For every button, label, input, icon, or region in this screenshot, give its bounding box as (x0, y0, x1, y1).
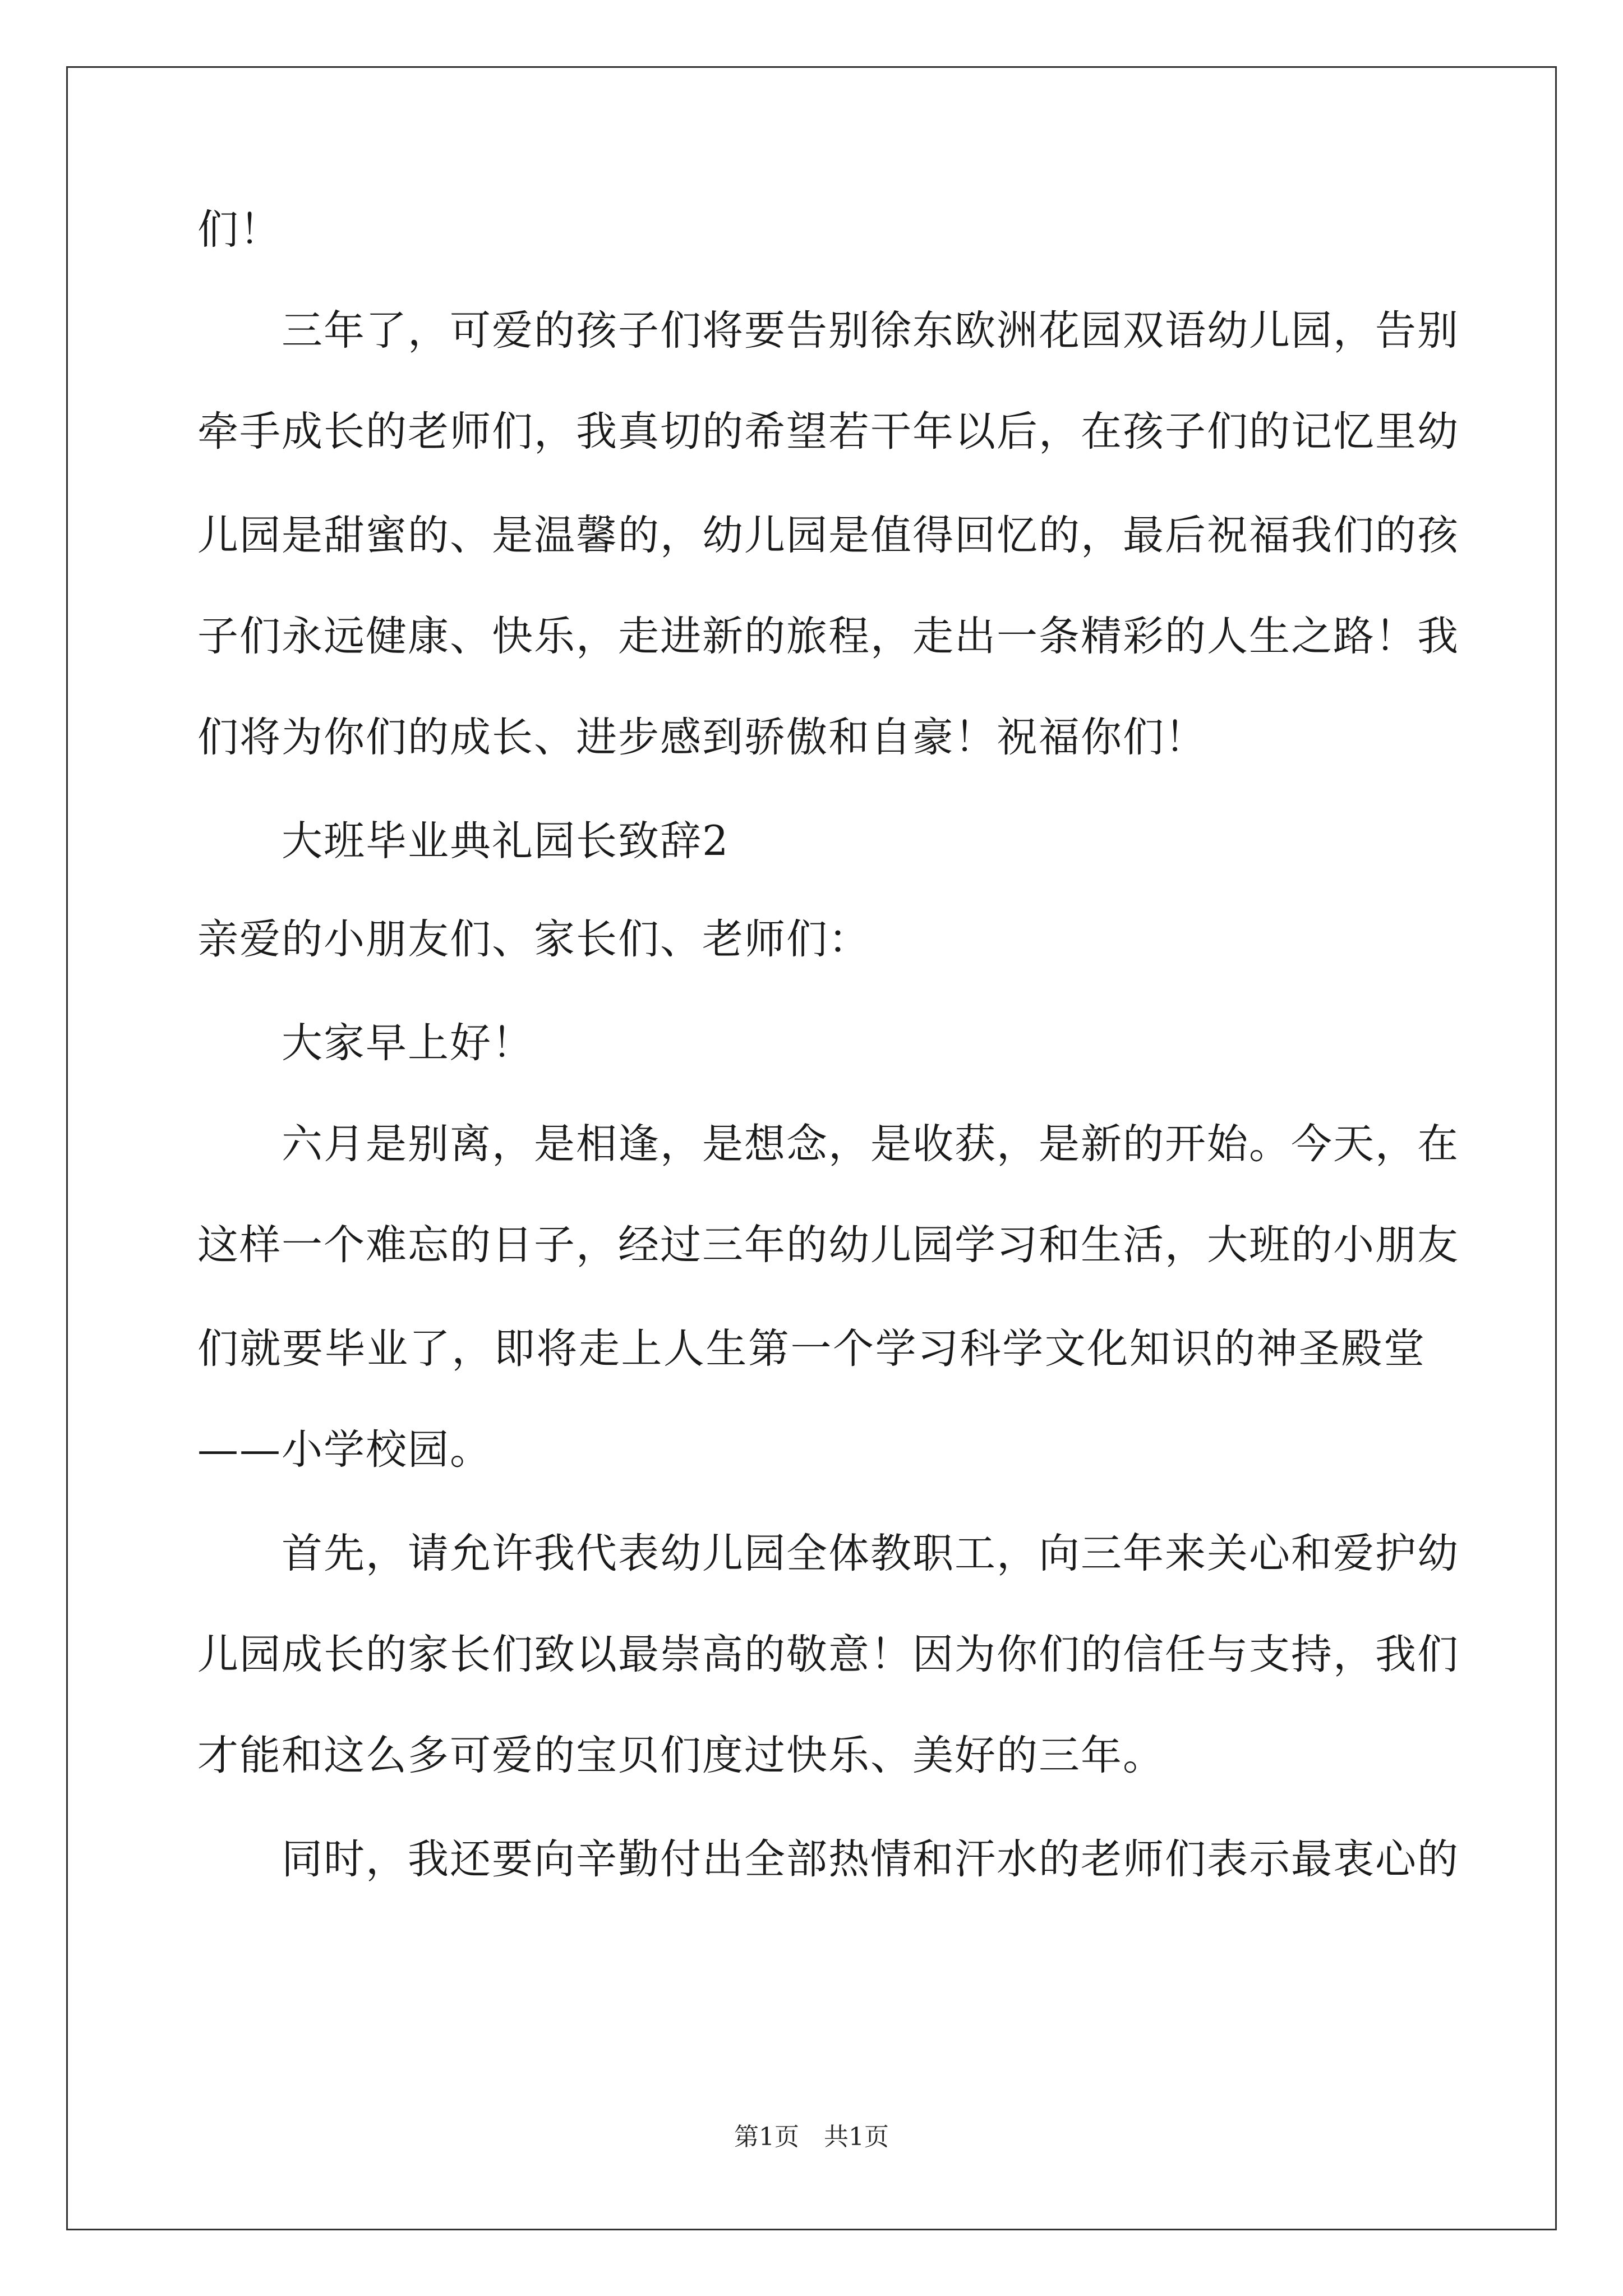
text-line: 子们永远健康、快乐，走进新的旅程，走出一条精彩的人生之路！我 (197, 613, 1459, 660)
text-line: 儿园是甜蜜的、是温馨的，幼儿园是值得回忆的，最后祝福我们的孩 (197, 512, 1459, 559)
text-line: 同时，我还要向辛勤付出全部热情和汗水的老师们表示最衷心的 (197, 1835, 1459, 1883)
text-line: 们将为你们的成长、进步感到骄傲和自豪！祝福你们！ (197, 714, 1207, 761)
text-line: 首先，请允许我代表幼儿园全体教职工，向三年来关心和爱护幼 (197, 1530, 1459, 1577)
text-line: ——小学校园。 (197, 1426, 492, 1474)
salutation: 亲爱的小朋友们、家长们、老师们： (197, 915, 870, 963)
text-line: 这样一个难忘的日子，经过三年的幼儿园学习和生活，大班的小朋友 (197, 1221, 1459, 1269)
text-line: 们！ (197, 206, 282, 254)
text-line: 大家早上好！ (197, 1019, 534, 1067)
section-heading: 大班毕业典礼园长致辞2 (197, 817, 730, 865)
text-line: 们就要毕业了，即将走上人生第一个学习科学文化知识的神圣殿堂 (197, 1325, 1426, 1373)
text-line: 六月是别离，是相逢，是想念，是收获，是新的开始。今天，在 (197, 1120, 1459, 1168)
text-line: 牵手成长的老师们，我真切的希望若干年以后，在孩子们的记忆里幼 (197, 408, 1459, 455)
text-line: 儿园成长的家长们致以最崇高的敬意！因为你们的信任与支持，我们 (197, 1631, 1459, 1678)
text-line: 才能和这么多可爱的宝贝们度过快乐、美好的三年。 (197, 1732, 1165, 1779)
page-footer: 第1页 共1页 (734, 2123, 889, 2151)
text-line: 三年了，可爱的孩子们将要告别徐东欧洲花园双语幼儿园，告别 (197, 307, 1459, 355)
